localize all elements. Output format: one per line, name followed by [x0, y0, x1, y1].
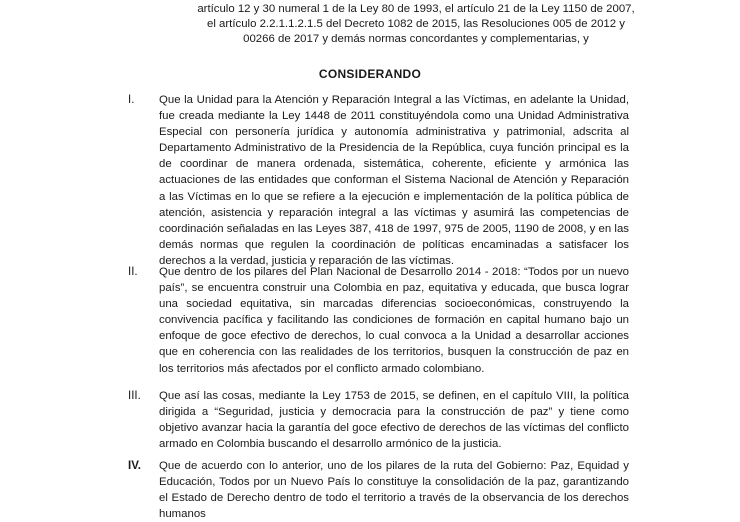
clause-number: IV. — [128, 460, 142, 472]
clause-number: I. — [128, 94, 135, 106]
clause-text: Que de acuerdo con lo anterior, uno de los pilares de la ruta del Gobierno: Paz, Equidad y Educación, Todos por un Nuevo País lo constituye la consolidación de la paz, garantizando el Estado de Derecho dentro de todo el territorio a través de la observancia de los derechos humanos — [159, 460, 629, 521]
section-heading: CONSIDERANDO — [318, 67, 422, 81]
intro-paragraph: artículo 12 y 30 numeral 1 de la Ley 80 de 1993, el artículo 21 de la Ley 1150 de 2007, el artículo 2.2.1.1.2.1.5 del Decreto 1082 de 2015, las Resoluciones 005 de 2012 y 00266 de 2017 y demás normas concordantes y complementarias, y — [197, 3, 635, 45]
clause-text: Que dentro de los pilares del Plan Nacional de Desarrollo 2014 - 2018: “Todos por un nuevo país”, se encuentra construir una Colombia en paz, equitativa y educada, que busca lograr una sociedad equitativa, sin marcadas diferencias socioeconómicas, construyendo la convivencia pacífica y facilitando las condiciones de formación en capital humano bajo un enfoque de goce efectivo de derechos, lo cual convoca a la Unidad a desarrollar acciones que en coherencia con las realidades de los territorios, busquen la construcción de paz en los territorios más afectados por el conflicto armado colombiano. — [159, 266, 629, 375]
clause-text: Que así las cosas, mediante la Ley 1753 de 2015, se definen, en el capítulo VIII, la política dirigida a “Seguridad, justicia y democracia para la construcción de paz” y tiene como objetivo avanzar hacia la garantía del goce efectivo de derechos de las víctimas del conflicto armado en Colombia buscando el desarrollo armónico de la justicia. — [159, 390, 629, 451]
clause-text: Que la Unidad para la Atención y Reparación Integral a las Víctimas, en adelante la Unidad, fue creada mediante la Ley 1448 de 2011 constituyéndola como una Unidad Administrativa Especial con personería jurídica y autonomía administrativa y patrimonial, adscrita al Departamento Administrativo de la Presidencia de la República, cuya función principal es la de coordinar de manera ordenada, sistemática, coherente, eficiente y armónica las actuaciones de las entidades que conforman el Sistema Nacional de Atención y Reparación a las Víctimas en lo que se refiere a la ejecución e implementación de la política pública de atención, asistencia y reparación integral a las víctimas y asumirá las competencias de coordinación señaladas en las Leyes 387, 418 de 1997, 975 de 2005, 1190 de 2008, y en las demás normas que regulen la coordinación de políticas encaminadas a satisfacer los derechos a la verdad, justicia y reparación de las víctimas. — [159, 94, 629, 267]
clause-number: II. — [128, 266, 138, 278]
clause-number: III. — [128, 390, 141, 402]
